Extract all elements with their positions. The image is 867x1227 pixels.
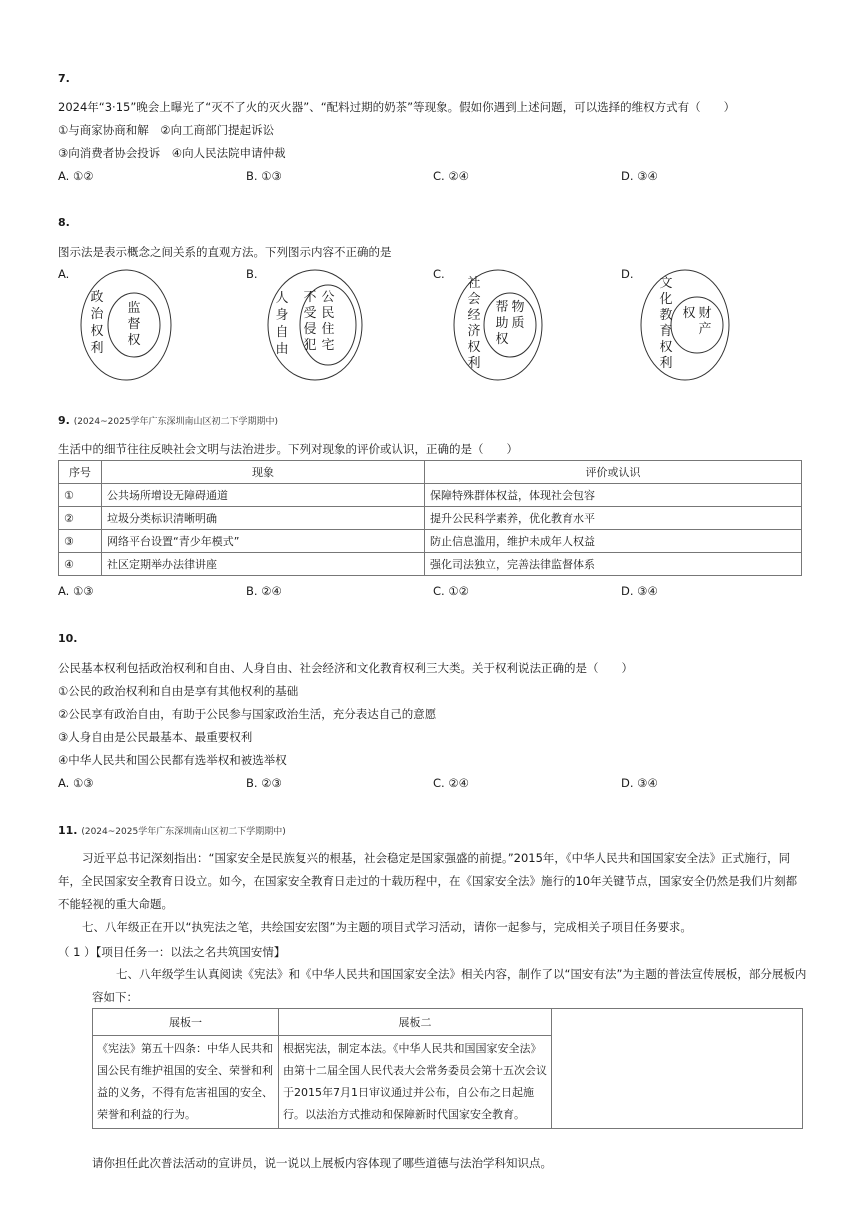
- diagram-char: 治: [90, 307, 104, 322]
- question-10-option-c[interactable]: C. ②④: [433, 776, 469, 790]
- diagram-char: 监: [127, 301, 141, 316]
- question-9-option-d[interactable]: D. ③④: [621, 584, 658, 598]
- diagram-char: 文: [659, 276, 673, 291]
- diagram-char: 利: [90, 341, 104, 356]
- question-10-option-b[interactable]: B. ②③: [246, 776, 282, 790]
- table-header-cell: 评价或认识: [425, 461, 802, 484]
- question-11-table: [92, 1008, 803, 1129]
- question-11-task-label: （ 1 ）【项目任务一：以法之名共筑国安情】: [58, 945, 286, 959]
- table-cell: 垃圾分类标识清晰明确: [102, 507, 425, 530]
- table-header-cell: 序号: [59, 461, 102, 484]
- table-header-cell: 展板二: [279, 1009, 552, 1036]
- question-10-number: 10.: [58, 632, 78, 645]
- diagram-d-outer-text: [659, 276, 672, 371]
- diagram-char: 会: [467, 292, 481, 307]
- diagram-a-outer-text: [90, 290, 104, 356]
- question-7-option-a[interactable]: A. ①②: [58, 169, 94, 183]
- table-empty-cell: [552, 1009, 803, 1129]
- diagram-char: 社: [467, 276, 481, 291]
- diagram-a-inner-text: [127, 300, 140, 348]
- table-header-row: [93, 1009, 803, 1036]
- question-11-paragraph-2: 七、八年级正在开以“执宪法之笔，共绘国安宏图”为主题的项目式学习活动，请你一起参与，完成相关子项目任务要求。: [82, 920, 692, 934]
- question-8-option-b-label[interactable]: B.: [246, 267, 258, 281]
- question-9-option-a[interactable]: A. ①③: [58, 584, 94, 598]
- diagram-char: 质: [511, 316, 525, 331]
- diagram-char: 财: [698, 306, 712, 321]
- table-cell: 提升公民科学素养，优化教育水平: [425, 507, 802, 530]
- question-7-option-d[interactable]: D. ③④: [621, 169, 658, 183]
- table-row: [59, 553, 802, 576]
- question-7-stem: 2024年“3·15”晚会上曝光了“灭不了火的灭火器”、“配料过期的奶茶”等现象。假如你遇到上述问题，可以选择的维权方式有（ ）: [58, 100, 736, 114]
- table-header-row: [59, 461, 802, 484]
- diagram-char: 不: [303, 290, 317, 305]
- diagram-a: [76, 265, 176, 385]
- diagram-char: 侵: [303, 322, 317, 337]
- question-9-number-text: 9.: [58, 414, 70, 427]
- table-header-cell: 展板一: [93, 1009, 279, 1036]
- question-10-item: ①公民的政治权利和自由是享有其他权利的基础: [58, 684, 299, 698]
- question-9-table: [58, 460, 802, 576]
- table-cell: 《宪法》第五十四条：中华人民共和国公民有维护祖国的安全、荣誉和利益的义务，不得有危害祖国的安全、荣誉和利益的行为。: [93, 1036, 279, 1129]
- diagram-char: 民: [321, 306, 335, 321]
- question-7-item-line-2: ③向消费者协会投诉 ④向人民法院申请仲裁: [58, 146, 286, 160]
- diagram-c-inner-text: [495, 299, 524, 347]
- table-cell: ③: [59, 530, 102, 553]
- table-cell: 网络平台设置“青少年模式”: [102, 530, 425, 553]
- diagram-char: 权: [659, 340, 673, 355]
- diagram-char: 人: [275, 291, 289, 306]
- diagram-b: [262, 265, 372, 385]
- diagram-char: 权: [495, 332, 509, 347]
- question-8-option-d-label[interactable]: D.: [621, 267, 634, 281]
- question-9-number: [58, 414, 278, 427]
- question-10-item: ④中华人民共和国公民都有选举权和被选举权: [58, 753, 287, 767]
- question-8-stem: 图示法是表示概念之间关系的直观方法。下列图示内容不正确的是: [58, 245, 392, 259]
- question-9-option-c[interactable]: C. ①②: [433, 584, 469, 598]
- diagram-char: 身: [275, 308, 289, 323]
- diagram-char: 宅: [321, 338, 335, 353]
- table-cell: ①: [59, 484, 102, 507]
- question-11-number: [58, 824, 286, 837]
- question-11-number-text: 11.: [58, 824, 78, 837]
- table-cell: 防止信息滥用，维护未成年人权益: [425, 530, 802, 553]
- question-11-source: (2024~2025学年广东深圳南山区初二下学期期中): [81, 827, 286, 837]
- diagram-char: 帮: [495, 300, 509, 315]
- question-7-number: 7.: [58, 72, 70, 85]
- diagram-c-outer-text: [467, 275, 480, 371]
- question-8-option-c-label[interactable]: C.: [433, 267, 445, 281]
- table-cell: 根据宪法，制定本法。《中华人民共和国国家安全法》由第十二届全国人民代表大会常务委员会第十五次会议于2015年7月1日审议通过并公布，自公布之日起施行。以法治方式推动和保障新时代国家安全教育。: [279, 1036, 552, 1129]
- table-row: [59, 484, 802, 507]
- question-10-stem: 公民基本权利包括政治权利和自由、人身自由、社会经济和文化教育权利三大类。关于权利说法正确的是（ ）: [58, 661, 633, 675]
- diagram-char: 督: [127, 317, 141, 332]
- question-7-option-c[interactable]: C. ②④: [433, 169, 469, 183]
- diagram-char: 化: [659, 292, 673, 307]
- diagram-char: 权: [90, 324, 104, 339]
- question-9-option-b[interactable]: B. ②④: [246, 584, 282, 598]
- diagram-char: 经: [467, 308, 481, 323]
- diagram-char: 产: [698, 322, 712, 337]
- question-11-prompt: 请你担任此次普法活动的宣讲员，说一说以上展板内容体现了哪些道德与法治学科知识点。: [92, 1156, 552, 1170]
- diagram-b-outer-text: [275, 291, 288, 357]
- table-cell: 强化司法独立，完善法律监督体系: [425, 553, 802, 576]
- diagram-b-inner-text: [303, 290, 334, 353]
- diagram-char: 济: [467, 324, 481, 339]
- diagram-d: [637, 265, 737, 385]
- diagram-char: 助: [495, 316, 509, 331]
- diagram-d-inner-text: [682, 305, 711, 337]
- table-cell: ④: [59, 553, 102, 576]
- question-9-stem: 生活中的细节往往反映社会文明与法治进步。下列对现象的评价或认识，正确的是（ ）: [58, 442, 518, 456]
- diagram-char: 教: [659, 308, 673, 323]
- table-cell: 公共场所增设无障碍通道: [102, 484, 425, 507]
- question-11-task-desc: 七、八年级学生认真阅读《宪法》和《中华人民共和国国家安全法》相关内容，制作了以“国安有法”为主题的普法宣传展板，部分展板内容如下：: [92, 967, 807, 1004]
- question-11-paragraph-1: 习近平总书记深刻指出：“国家安全是民族复兴的根基，社会稳定是国家强盛的前提。”2015年，《中华人民共和国国家安全法》正式施行，同年，全民国家安全教育日设立。如今，在国家安全教育日走过的十载历程中，在《国家安全法》施行的10年关键节点，国家安全仍然是我们片刻都不能轻视的重大命题。: [58, 851, 798, 911]
- question-10-item: ②公民享有政治自由，有助于公民参与国家政治生活，充分表达自己的意愿: [58, 707, 437, 721]
- diagram-char: 受: [303, 306, 317, 321]
- diagram-char: 物: [511, 300, 525, 315]
- question-9-source: (2024~2025学年广东深圳南山区初二下学期期中): [73, 417, 279, 427]
- diagram-c: [450, 265, 550, 385]
- diagram-char: 权: [127, 333, 141, 348]
- diagram-char: 住: [321, 322, 335, 337]
- table-cell: ②: [59, 507, 102, 530]
- table-row: [59, 507, 802, 530]
- question-8-option-a-label[interactable]: A.: [58, 267, 70, 281]
- diagram-char: 利: [467, 356, 481, 371]
- diagram-char: 自: [275, 325, 289, 340]
- table-cell: 保障特殊群体权益，体现社会包容: [425, 484, 802, 507]
- table-cell: 社区定期举办法律讲座: [102, 553, 425, 576]
- diagram-char: 政: [90, 290, 104, 305]
- question-10-option-d[interactable]: D. ③④: [621, 776, 658, 790]
- question-10-item: ③人身自由是公民最基本、最重要权利: [58, 730, 253, 744]
- diagram-char: 育: [659, 324, 673, 339]
- diagram-char: 利: [659, 356, 673, 371]
- question-7-option-b[interactable]: B. ①③: [246, 169, 282, 183]
- question-7-item-line-1: ①与商家协商和解 ②向工商部门提起诉讼: [58, 123, 275, 137]
- diagram-char: 权: [467, 340, 481, 355]
- question-8-number: 8.: [58, 216, 70, 229]
- question-10-option-a[interactable]: A. ①③: [58, 776, 94, 790]
- diagram-char: 由: [275, 342, 289, 357]
- table-header-cell: 现象: [102, 461, 425, 484]
- diagram-char: 公: [321, 290, 335, 305]
- table-row: [59, 530, 802, 553]
- diagram-char: 犯: [303, 338, 317, 353]
- diagram-char: 权: [682, 306, 696, 321]
